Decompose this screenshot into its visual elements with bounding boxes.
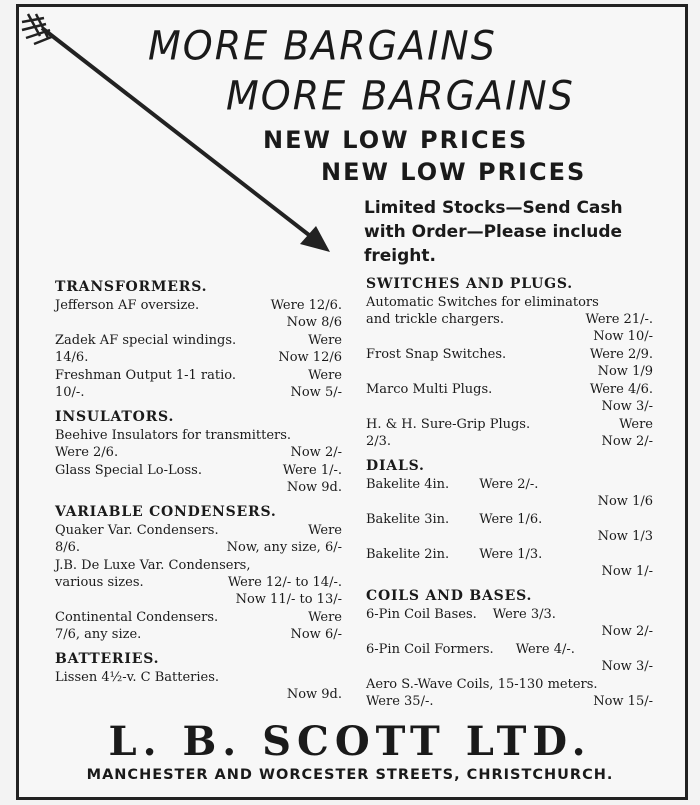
item-name: Continental Condensers.: [55, 610, 219, 625]
item-name: 6-Pin Coil Formers.: [366, 642, 494, 657]
item-was-label: Were: [308, 523, 342, 538]
item-was-price: 7/6, any size.: [55, 627, 142, 642]
list-item: [366, 641, 653, 675]
item-now-price: Now 5/-: [290, 385, 342, 400]
list-item: [55, 297, 342, 331]
item-was-price: Were 4/6.: [589, 382, 653, 397]
item-was-price: Were 2/9.: [589, 347, 653, 362]
section-title-transformers: TRANSFORMERS.: [55, 279, 208, 295]
list-item: [55, 332, 342, 366]
item-now-price: Now 1/6: [597, 494, 653, 509]
headline-new-low-prices-2: NEW LOW PRICES: [321, 158, 587, 186]
item-now-price: Now 3/-: [601, 659, 653, 674]
item-was-price: Were 2/-.: [479, 477, 539, 492]
item-was-label: Were: [308, 333, 342, 348]
right-column: [366, 276, 653, 711]
item-now-price: Now 1/9: [597, 364, 653, 379]
item-now-price: Now 12/6: [278, 350, 342, 365]
list-item: [55, 557, 342, 608]
list-item: [366, 346, 653, 380]
item-name: Lissen 4½-v. C Batteries.: [55, 670, 220, 685]
list-item: [366, 676, 653, 710]
item-name: Bakelite 4in.: [366, 477, 450, 492]
item-now-price: Now 8/6: [286, 315, 342, 330]
item-was-price: Were 35/-.: [366, 694, 434, 709]
item-was-price: Were 2/6.: [55, 445, 119, 460]
order-notice-line: with Order—Please include: [364, 222, 623, 242]
order-notice: [364, 196, 664, 268]
item-detail: and trickle chargers.: [366, 312, 504, 327]
item-name: 6-Pin Coil Bases.: [366, 607, 477, 622]
section-title-batteries: BATTERIES.: [55, 651, 160, 667]
item-now-price: Now 15/-: [593, 694, 653, 709]
item-name: Jefferson AF oversize.: [55, 298, 200, 313]
item-was-price: 10/-.: [55, 385, 85, 400]
list-item: [55, 462, 342, 496]
item-now-price: Now 1/-: [601, 564, 653, 579]
item-now-price: Now 3/-: [601, 399, 653, 414]
item-now-price: Now 2/-: [601, 434, 653, 449]
order-notice-line: freight.: [364, 246, 436, 266]
list-item: [55, 609, 342, 643]
item-was-label: Were: [619, 417, 653, 432]
item-was-price: Were 12/- to 14/-.: [227, 575, 342, 590]
item-was-price: 8/6.: [55, 540, 81, 555]
left-column: [55, 279, 342, 704]
headline-more-bargains-2: MORE BARGAINS: [226, 72, 575, 120]
list-item: [366, 606, 653, 640]
item-was-price: Were 21/-.: [585, 312, 653, 327]
item-name: Beehive Insulators for transmitters.: [55, 428, 292, 443]
section-title-insulators: INSULATORS.: [55, 409, 175, 425]
item-name: J.B. De Luxe Var. Condensers,: [55, 558, 251, 573]
item-now-price: Now 6/-: [290, 627, 342, 642]
item-now-price: Now 2/-: [290, 445, 342, 460]
section-title-dials: DIALS.: [366, 458, 425, 474]
item-now-price: Now 1/3: [597, 529, 653, 544]
item-name: Bakelite 2in.: [366, 547, 450, 562]
order-notice-line: Limited Stocks—Send Cash: [364, 198, 623, 218]
item-name: Automatic Switches for eliminators: [366, 295, 599, 310]
item-was-price: Were 12/6.: [270, 298, 342, 313]
item-name: H. & H. Sure-Grip Plugs.: [366, 417, 531, 432]
item-now-price: Now 9d.: [286, 480, 342, 495]
item-now-price: Now 9d.: [286, 687, 342, 702]
list-item: [366, 381, 653, 415]
list-item: [366, 476, 653, 510]
item-was-label: Were: [308, 368, 342, 383]
item-now-price: Now 11/- to 13/-: [235, 592, 342, 607]
item-was-price: 14/6.: [55, 350, 89, 365]
list-item: [55, 427, 342, 461]
list-item: [55, 367, 342, 401]
item-name: Bakelite 3in.: [366, 512, 450, 527]
company-name: L. B. SCOTT LTD.: [108, 718, 592, 765]
section-title-coils-and-bases: COILS AND BASES.: [366, 588, 533, 604]
item-was-price: 2/3.: [366, 434, 392, 449]
headline-new-low-prices-1: NEW LOW PRICES: [263, 126, 529, 154]
item-name: Zadek AF special windings.: [55, 333, 237, 348]
item-was-price: Were 1/3.: [479, 547, 543, 562]
item-was-price: Were 1/-.: [282, 463, 342, 478]
item-name: Quaker Var. Condensers.: [55, 523, 219, 538]
item-now-price: Now, any size, 6/-: [226, 540, 342, 555]
item-was-price: Were 4/-.: [515, 642, 575, 657]
item-name: Freshman Output 1-1 ratio.: [55, 368, 237, 383]
item-was-price: Were 3/3.: [492, 607, 556, 622]
list-item: [366, 511, 653, 545]
item-name: Marco Multi Plugs.: [366, 382, 493, 397]
item-name: Frost Snap Switches.: [366, 347, 507, 362]
item-name: Glass Special Lo-Loss.: [55, 463, 202, 478]
section-title-variable-condensers: VARIABLE CONDENSERS.: [55, 504, 277, 520]
section-title-switches-and-plugs: SWITCHES AND PLUGS.: [366, 276, 573, 292]
item-was-label: Were: [308, 610, 342, 625]
item-now-price: Now 2/-: [601, 624, 653, 639]
item-detail: various sizes.: [55, 575, 144, 590]
list-item: [55, 522, 342, 556]
list-item: [55, 669, 342, 703]
list-item: [366, 294, 653, 345]
item-name: Aero S.-Wave Coils, 15-130 meters.: [366, 677, 598, 692]
item-was-price: Were 1/6.: [479, 512, 543, 527]
headline-more-bargains-1: MORE BARGAINS: [148, 22, 497, 70]
list-item: [366, 546, 653, 580]
company-address: MANCHESTER AND WORCESTER STREETS, CHRISTCHURCH.: [86, 767, 614, 783]
item-now-price: Now 10/-: [593, 329, 653, 344]
list-item: [366, 416, 653, 450]
